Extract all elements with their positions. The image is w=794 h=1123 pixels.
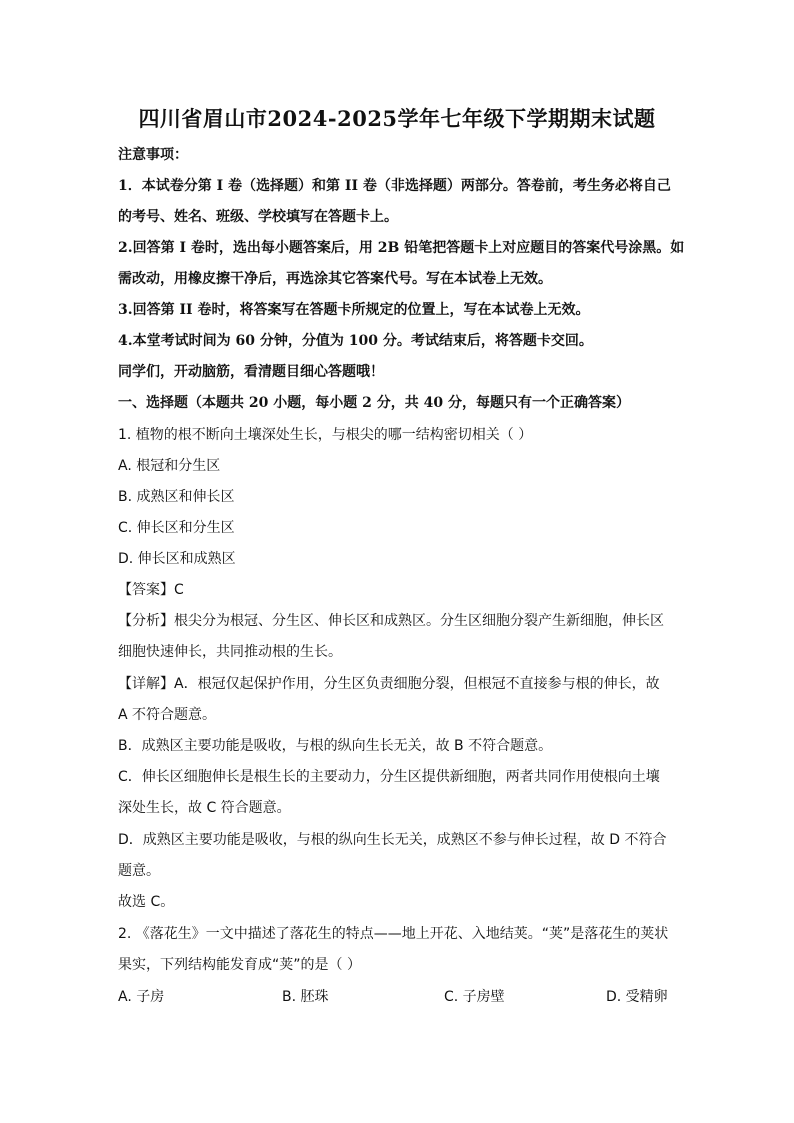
question-1-answer: 【答案】C [118,582,184,598]
question-1-detail: 深处生长，故 C 符合题意。 [118,800,291,816]
exam-title: 四川省眉山市2024-2025学年七年级下学期期末试题 [138,106,656,131]
question-2-option-a: A. 子房 [118,989,165,1005]
question-1-detail: B．成熟区主要功能是吸收，与根的纵向生长无关，故 B 不符合题意。 [118,738,553,754]
question-1-detail: A 不符合题意。 [118,707,217,723]
notice-line: 3.回答第 II 卷时，将答案写在答题卡所规定的位置上，写在本试卷上无效。 [118,302,590,318]
notice-line: 需改动，用橡皮擦干净后，再选涂其它答案代号。写在本试卷上无效。 [118,271,552,287]
question-2-option-b: B. 胚珠 [282,989,329,1005]
question-1-option-d: D. 伸长区和成熟区 [118,551,236,567]
question-1-analysis: 【分析】根尖分为根冠、分生区、伸长区和成熟区。分生区细胞分裂产生新细胞，伸长区 [118,613,664,629]
notice-line: 1．本试卷分第 I 卷（选择题）和第 II 卷（非选择题）两部分。答卷前，考生务必将自己 [118,178,671,194]
question-1-detail: 题意。 [118,863,160,879]
notice-line: 2.回答第 I 卷时，选出每小题答案后，用 2B 铅笔把答题卡上对应题目的答案代号涂黑。如 [118,240,685,256]
question-1-option-b: B. 成熟区和伸长区 [118,489,235,505]
section-heading: 一、选择题（本题共 20 小题，每小题 2 分，共 40 分，每题只有一个正确答案） [118,395,630,411]
question-2-stem: 2. 《落花生》一文中描述了落花生的特点——地上开花、入地结荚。“荚”是落花生的荚状 [118,926,669,942]
question-2-option-d: D. 受精卵 [606,989,668,1005]
encouragement-text: 同学们，开动脑筋，看清题目细心答题哦！ [118,364,384,380]
question-2-stem: 果实，下列结构能发育成“荚”的是（ ） [118,957,361,973]
notice-line: 的考号、姓名、班级、学校填写在答题卡上。 [118,209,398,225]
notice-heading: 注意事项： [118,147,188,163]
question-1-conclusion: 故选 C。 [118,894,175,910]
question-1-detail: D．成熟区主要功能是吸收，与根的纵向生长无关，成熟区不参与伸长过程，故 D 不符合 [118,832,667,848]
question-1-option-c: C. 伸长区和分生区 [118,520,235,536]
question-1-detail: C．伸长区细胞伸长是根生长的主要动力，分生区提供新细胞，两者共同作用使根向土壤 [118,769,660,785]
question-1-analysis: 细胞快速伸长，共同推动根的生长。 [118,644,342,660]
notice-line: 4.本堂考试时间为 60 分钟，分值为 100 分。考试结束后，将答题卡交回。 [118,333,593,349]
question-1-option-a: A. 根冠和分生区 [118,458,221,474]
question-1-stem: 1. 植物的根不断向土壤深处生长，与根尖的哪一结构密切相关（ ） [118,427,533,443]
question-1-detail: 【详解】A．根冠仅起保护作用，分生区负责细胞分裂，但根冠不直接参与根的伸长，故 [118,676,660,692]
question-2-option-c: C. 子房壁 [444,989,505,1005]
question-2-options [118,987,678,1007]
